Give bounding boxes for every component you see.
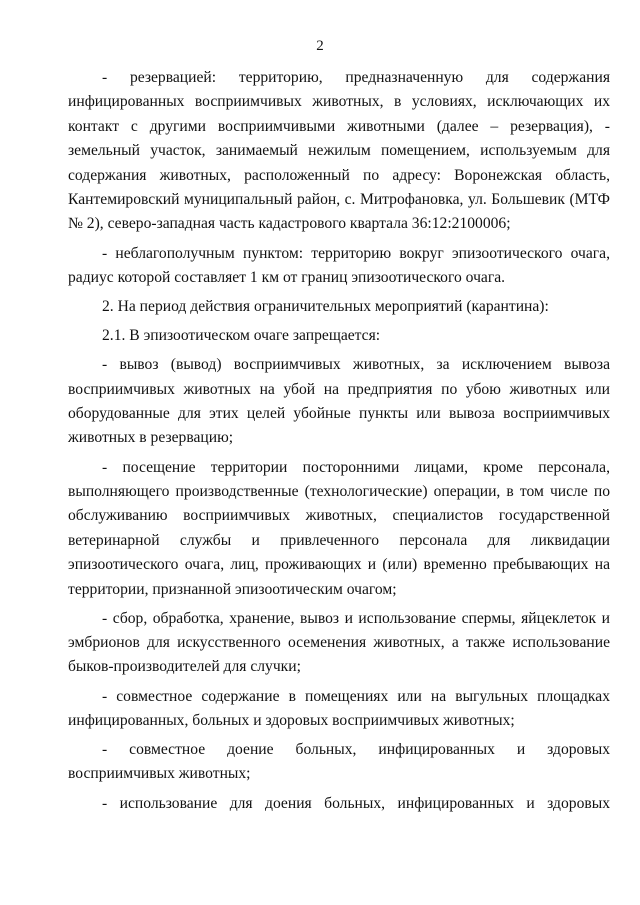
paragraph-animal-removal: - вывоз (вывод) восприимчивых животных, за исключением вывоза восприимчивых животных на убой на предприятия по убою животных или оборудованные для этих целей убойные пункты или вывоза восприимчивых животных в резервацию; — [68, 356, 610, 447]
paragraph-joint-milking: - совместное доение больных, инфицированных и здоровых восприимчивых животных; — [68, 741, 610, 783]
paragraph-unfavorable-point-definition: - неблагополучным пунктом: территорию вокруг эпизоотического очага, радиус которой составляет 1 км от границ эпизоотического очага. — [68, 244, 610, 286]
document-body — [68, 66, 610, 821]
paragraph-semen-embryos: - сбор, обработка, хранение, вывоз и использование спермы, яйцеклеток и эмбрионов для искусственного осеменения животных, а также использование быков-производителей для случки; — [68, 609, 610, 676]
paragraph-outbreak-prohibitions-heading: 2.1. В эпизоотическом очаге запрещается: — [102, 327, 381, 345]
page-number: 2 — [316, 38, 324, 54]
paragraph-joint-keeping: - совместное содержание в помещениях или на выгульных площадках инфицированных, больных и здоровых восприимчивых животных; — [68, 687, 610, 729]
paragraph-milking-equipment: - использование для доения больных, инфицированных и здоровых — [102, 794, 610, 812]
paragraph-reservation-definition: - резервацией: территорию, предназначенную для содержания инфицированных восприимчивых животных, в условиях, исключающих их контакт с другими восприимчивыми животными (далее – резервация), - земельный участок, занимаемый нежилым помещением, используемым для содержания животных, расположенный по адресу: Воронежская область, Кантемировский муниципальный район, с. Митрофановка, ул. Большевик (МТФ № 2), северо-западная часть кадастрового квартала 36:12:2100006; — [68, 69, 610, 233]
paragraph-territory-visits: - посещение территории посторонними лицами, кроме персонала, выполняющего производственные (технологические) операции, в том числе по обслуживанию восприимчивых животных, специалистов государственной ветеринарной службы и привлеченного персонала для ликвидации эпизоотического очага, лиц, проживающих и (или) временно пребывающих на территории, признанной эпизоотическим очагом; — [68, 458, 610, 598]
paragraph-quarantine-period: 2. На период действия ограничительных мероприятий (карантина): — [102, 298, 549, 316]
